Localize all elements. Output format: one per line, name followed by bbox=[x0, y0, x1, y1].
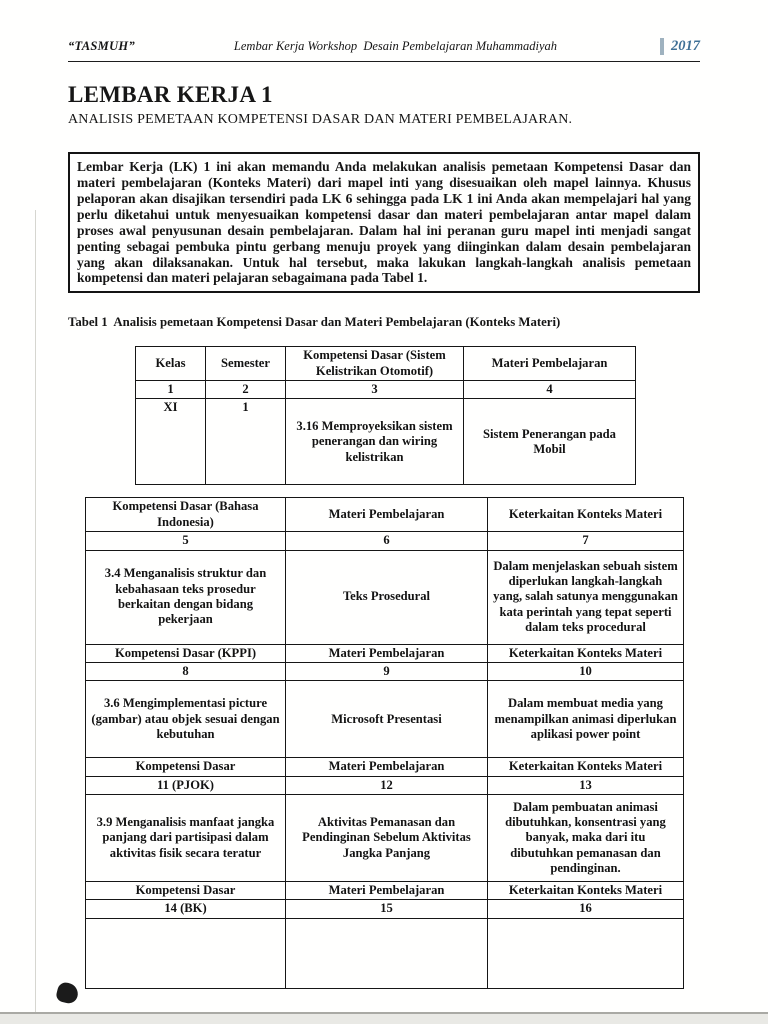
t2-s3-colnum-16: 16 bbox=[488, 900, 684, 918]
table1-header-row bbox=[136, 347, 636, 381]
t1-cell-kompetensi-dasar: 3.16 Memproyeksikan sistem penerangan dan wiring kelistrikan bbox=[286, 399, 464, 485]
t2-s1-number-row bbox=[86, 662, 684, 680]
t2-s2-colnum-13: 13 bbox=[488, 776, 684, 794]
t2-s2-header-materi: Materi Pembelajaran bbox=[286, 758, 488, 776]
t2-s0-header-keterkaitan: Keterkaitan Konteks Materi bbox=[488, 498, 684, 532]
t2-s2-cell-kd: 3.9 Menganalisis manfaat jangka panjang dari partisipasi dalam aktivitas fisik secara teratur bbox=[86, 794, 286, 881]
t1-cell-semester: 1 bbox=[206, 399, 286, 485]
t2-s2-header-kd: Kompetensi Dasar bbox=[86, 758, 286, 776]
t2-s0-colnum-7: 7 bbox=[488, 532, 684, 550]
t2-s1-cell-keterkaitan: Dalam membuat media yang menampilkan animasi diperlukan aplikasi power point bbox=[488, 681, 684, 758]
t2-s2-header-keterkaitan: Keterkaitan Konteks Materi bbox=[488, 758, 684, 776]
table1-number-row bbox=[136, 381, 636, 399]
t2-s0-colnum-6: 6 bbox=[286, 532, 488, 550]
t2-s1-header-kd: Kompetensi Dasar (KPPI) bbox=[86, 644, 286, 662]
table1-caption: Tabel 1 Analisis pemetaan Kompetensi Dasar dan Materi Pembelajaran (Konteks Materi) bbox=[68, 315, 561, 330]
t1-colnum-3: 3 bbox=[286, 381, 464, 399]
t2-s0-colnum-5: 5 bbox=[86, 532, 286, 550]
scan-ink-smudge bbox=[55, 981, 80, 1005]
t1-header-kelas: Kelas bbox=[136, 347, 206, 381]
t2-s3-cell-keterkaitan-empty bbox=[488, 918, 684, 988]
t1-header-semester: Semester bbox=[206, 347, 286, 381]
t1-colnum-4: 4 bbox=[464, 381, 636, 399]
header-year: 2017 bbox=[671, 38, 700, 54]
t2-s1-header-row bbox=[86, 644, 684, 662]
t2-s0-cell-kd: 3.4 Menganalisis struktur dan kebahasaan teks prosedur berkaitan dengan bidang pekerjaan bbox=[86, 550, 286, 644]
t2-s3-header-keterkaitan: Keterkaitan Konteks Materi bbox=[488, 881, 684, 899]
t1-header-kompetensi-dasar: Kompetensi Dasar (Sistem Kelistrikan Otomotif) bbox=[286, 347, 464, 381]
t2-s3-cell-materi-empty bbox=[286, 918, 488, 988]
page-title: LEMBAR KERJA 1 bbox=[68, 82, 273, 107]
table1-data-row bbox=[136, 399, 636, 485]
t1-header-materi: Materi Pembelajaran bbox=[464, 347, 636, 381]
t2-s1-header-materi: Materi Pembelajaran bbox=[286, 644, 488, 662]
t2-s0-cell-keterkaitan: Dalam menjelaskan sebuah sistem diperlukan langkah-langkah yang, salah satunya menggunakan kata perintah yang tepat seperti dalam teks procedural bbox=[488, 550, 684, 644]
t2-s0-header-kd: Kompetensi Dasar (Bahasa Indonesia) bbox=[86, 498, 286, 532]
scan-edge-bottom-band bbox=[0, 1014, 768, 1024]
t2-s1-content-row bbox=[86, 681, 684, 758]
intro-box bbox=[68, 152, 700, 293]
t2-s3-colnum-14: 14 (BK) bbox=[86, 900, 286, 918]
t2-s1-cell-kd: 3.6 Mengimplementasi picture (gambar) atau objek sesuai dengan kebutuhan bbox=[86, 681, 286, 758]
t2-s2-content-row bbox=[86, 794, 684, 881]
page-header bbox=[68, 38, 700, 55]
table1-kd-mapel-inti bbox=[135, 346, 636, 485]
t2-s0-header-row bbox=[86, 498, 684, 532]
t2-s3-header-row bbox=[86, 881, 684, 899]
header-year-divider bbox=[660, 38, 664, 55]
header-left-title: “TASMUH” bbox=[68, 39, 135, 53]
t2-s1-colnum-10: 10 bbox=[488, 662, 684, 680]
header-rule bbox=[68, 61, 700, 62]
t2-s3-colnum-15: 15 bbox=[286, 900, 488, 918]
t1-colnum-1: 1 bbox=[136, 381, 206, 399]
t2-s2-header-row bbox=[86, 758, 684, 776]
intro-text: Lembar Kerja (LK) 1 ini akan memandu Anda melakukan analisis pemetaan Kompetensi Dasar dan materi pembelajaran (Konteks Materi) dari mapel inti yang disesuaikan oleh mapel lainnya. Khusus pelaporan akan disajikan tersendiri pada LK 6 sehingga pada LK 1 ini Anda akan mempelajari hal yang perlu diketahui untuk menyesuaikan kompetensi dasar dan materi pembelajaran antar mapel dalam proses awal penyusunan desain pembelajaran. Dalam hal ini peranan guru mapel inti menjadi sangat penting sebagai pembuka pintu gerbang menuju proyek yang diinginkan dalam desain pembelajaran yang akan dilaksanakan. Untuk hal tersebut, maka lakukan langkah-langkah analisis pemetaan kompetensi dan materi pelajaran sebagaimana pada Tabel 1. bbox=[77, 159, 691, 286]
table2-pemetaan-mapel-lain bbox=[85, 497, 684, 988]
t2-s2-colnum-12: 12 bbox=[286, 776, 488, 794]
t2-s3-cell-kd-empty bbox=[86, 918, 286, 988]
page-subtitle: ANALISIS PEMETAAN KOMPETENSI DASAR DAN MATERI PEMBELAJARAN. bbox=[68, 112, 573, 127]
t2-s2-colnum-11: 11 (PJOK) bbox=[86, 776, 286, 794]
t2-s3-header-materi: Materi Pembelajaran bbox=[286, 881, 488, 899]
t2-s1-header-keterkaitan: Keterkaitan Konteks Materi bbox=[488, 644, 684, 662]
t2-s3-empty-row bbox=[86, 918, 684, 988]
t2-s1-cell-materi: Microsoft Presentasi bbox=[286, 681, 488, 758]
t1-cell-materi: Sistem Penerangan pada Mobil bbox=[464, 399, 636, 485]
t1-cell-kelas: XI bbox=[136, 399, 206, 485]
t2-s1-colnum-9: 9 bbox=[286, 662, 488, 680]
t2-s2-cell-materi: Aktivitas Pemanasan dan Pendinginan Sebelum Aktivitas Jangka Panjang bbox=[286, 794, 488, 881]
t2-s3-number-row bbox=[86, 900, 684, 918]
scan-edge-left bbox=[35, 210, 36, 1024]
t1-colnum-2: 2 bbox=[206, 381, 286, 399]
t2-s0-cell-materi: Teks Prosedural bbox=[286, 550, 488, 644]
t2-s3-header-kd: Kompetensi Dasar bbox=[86, 881, 286, 899]
header-center-title: Lembar Kerja Workshop Desain Pembelajaran Muhammadiyah bbox=[233, 39, 558, 53]
t2-s0-content-row bbox=[86, 550, 684, 644]
t2-s0-number-row bbox=[86, 532, 684, 550]
t2-s0-header-materi: Materi Pembelajaran bbox=[286, 498, 488, 532]
t2-s1-colnum-8: 8 bbox=[86, 662, 286, 680]
t2-s2-number-row bbox=[86, 776, 684, 794]
t2-s2-cell-keterkaitan: Dalam pembuatan animasi dibutuhkan, konsentrasi yang banyak, maka dari itu dibutuhkan pemanasan dan pendinginan. bbox=[488, 794, 684, 881]
